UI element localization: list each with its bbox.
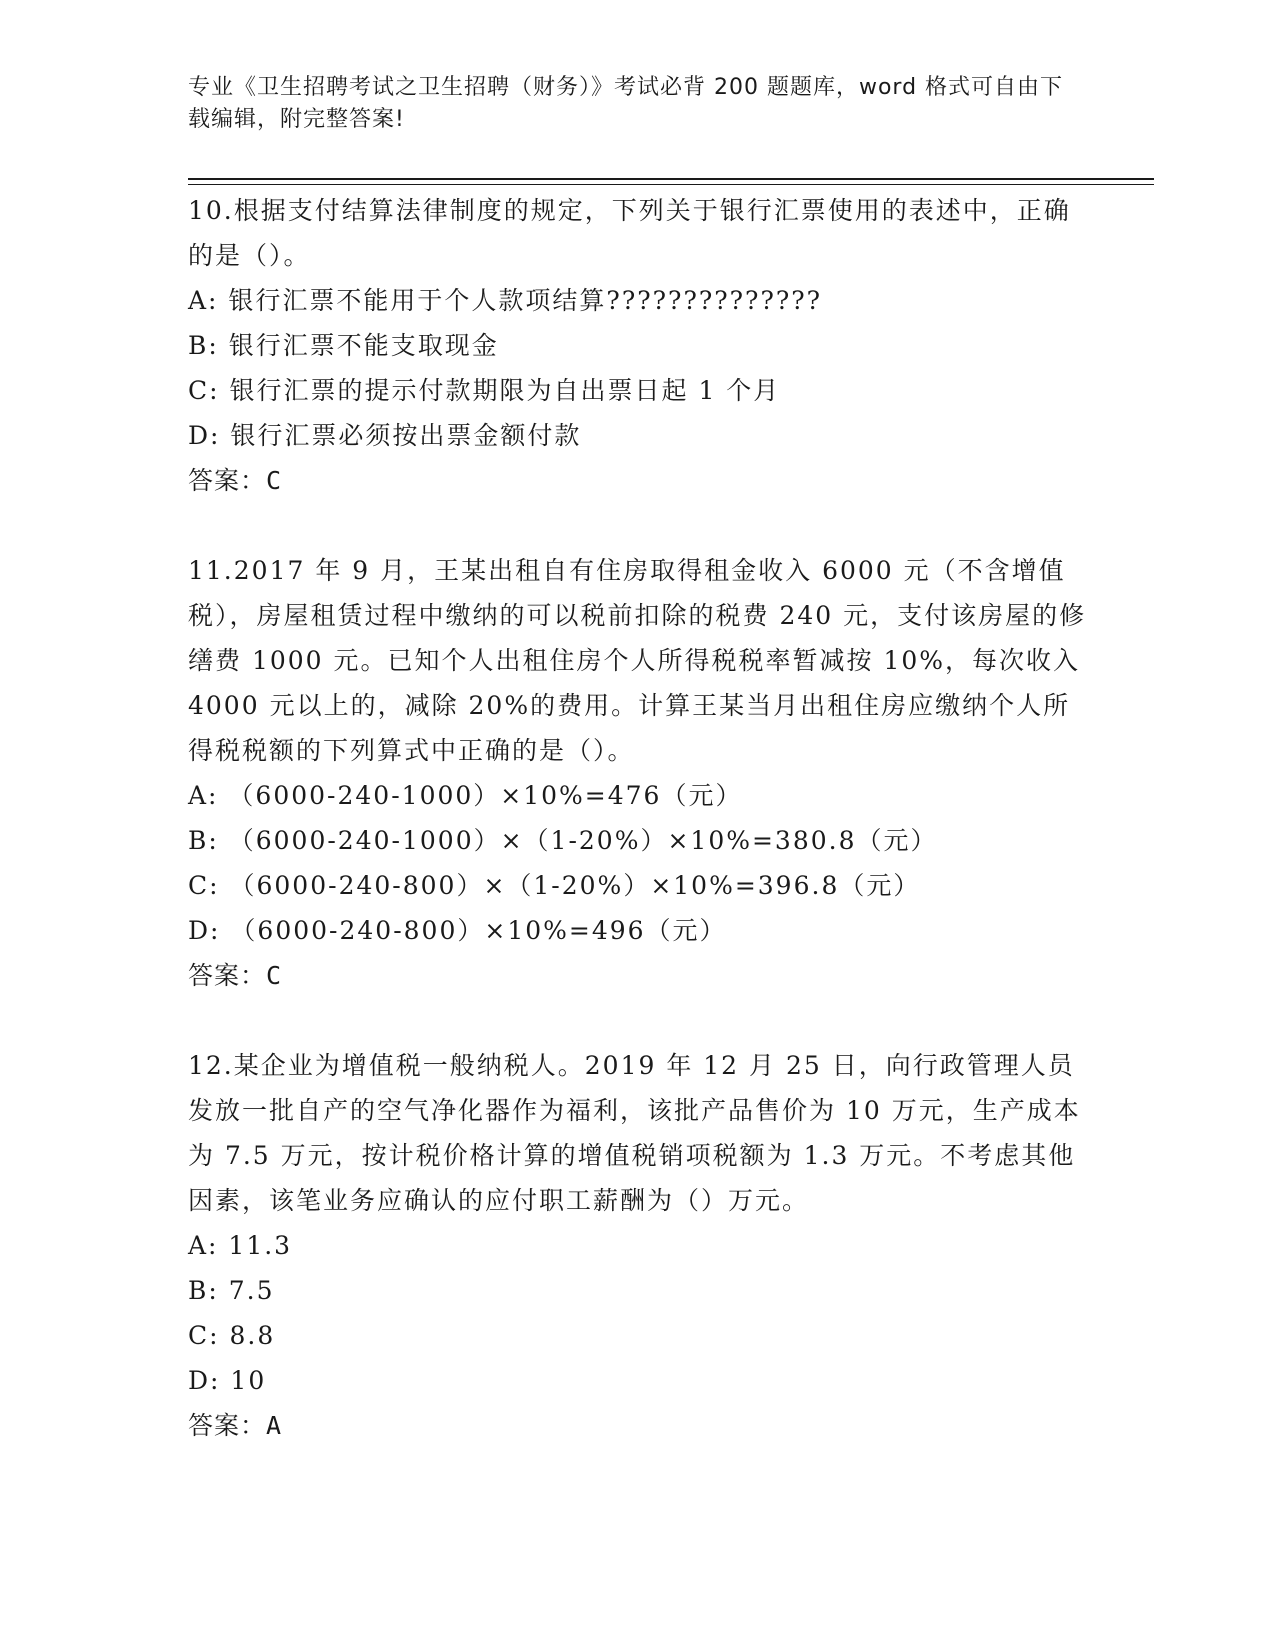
answer-line xyxy=(188,953,1088,998)
option-d: D: 10 xyxy=(188,1366,267,1395)
option-a: A: 11.3 xyxy=(188,1231,293,1260)
option-a: A: （6000-240-1000）×10%=476（元） xyxy=(188,781,743,810)
answer-label: 答案： xyxy=(188,1411,267,1440)
question-12 xyxy=(188,1043,1088,1448)
option-b: B: 银行汇票不能支取现金 xyxy=(188,331,499,360)
option-a: A: 银行汇票不能用于个人款项结算?????????????? xyxy=(188,286,823,315)
document-header-title: 专业《卫生招聘考试之卫生招聘（财务）》考试必背 200 题题库，word 格式可自由下载编辑，附完整答案! xyxy=(188,75,1064,132)
question-11 xyxy=(188,548,1088,998)
header-divider-thick xyxy=(188,178,1154,180)
answer-label: 答案： xyxy=(188,466,267,495)
answer-value: A xyxy=(266,1411,283,1440)
option-d: D: （6000-240-800）×10%=496（元） xyxy=(188,916,727,945)
question-stem: 12.某企业为增值税一般纳税人。2019 年 12 月 25 日，向行政管理人员发放一批自产的空气净化器作为福利，该批产品售价为 10 万元，生产成本为 7.5 万元，按计税价格计算的增值税销项税额为 1.3 万元。不考虑其他因素，该笔业务应确认的应付职工薪酬为（）万元。 xyxy=(188,1051,1081,1215)
option-b: B: （6000-240-1000）×（1-20%）×10%=380.8（元） xyxy=(188,826,938,855)
option-d: D: 银行汇票必须按出票金额付款 xyxy=(188,421,582,450)
option-b: B: 7.5 xyxy=(188,1276,275,1305)
option-c: C: 8.8 xyxy=(188,1321,276,1350)
option-c: C: （6000-240-800）×（1-20%）×10%=396.8（元） xyxy=(188,871,921,900)
question-10 xyxy=(188,188,1088,503)
answer-value: C xyxy=(266,466,283,495)
answer-line xyxy=(188,1403,1088,1448)
answer-label: 答案： xyxy=(188,961,267,990)
header-divider-thin xyxy=(188,184,1154,185)
option-c: C: 银行汇票的提示付款期限为自出票日起 1 个月 xyxy=(188,376,781,405)
question-stem: 11.2017 年 9 月，王某出租自有住房取得租金收入 6000 元（不含增值税），房屋租赁过程中缴纳的可以税前扣除的税费 240 元，支付该房屋的修缮费 1000 元。已知个人出租住房个人所得税税率暂减按 10%，每次收入 4000 元以上的，减除 20%的费用。计算王某当月出租住房应缴纳个人所得税税额的下列算式中正确的是（）。 xyxy=(188,556,1087,765)
answer-value: C xyxy=(266,961,283,990)
question-stem: 10.根据支付结算法律制度的规定，下列关于银行汇票使用的表述中，正确的是（）。 xyxy=(188,196,1071,270)
answer-line xyxy=(188,458,1088,503)
